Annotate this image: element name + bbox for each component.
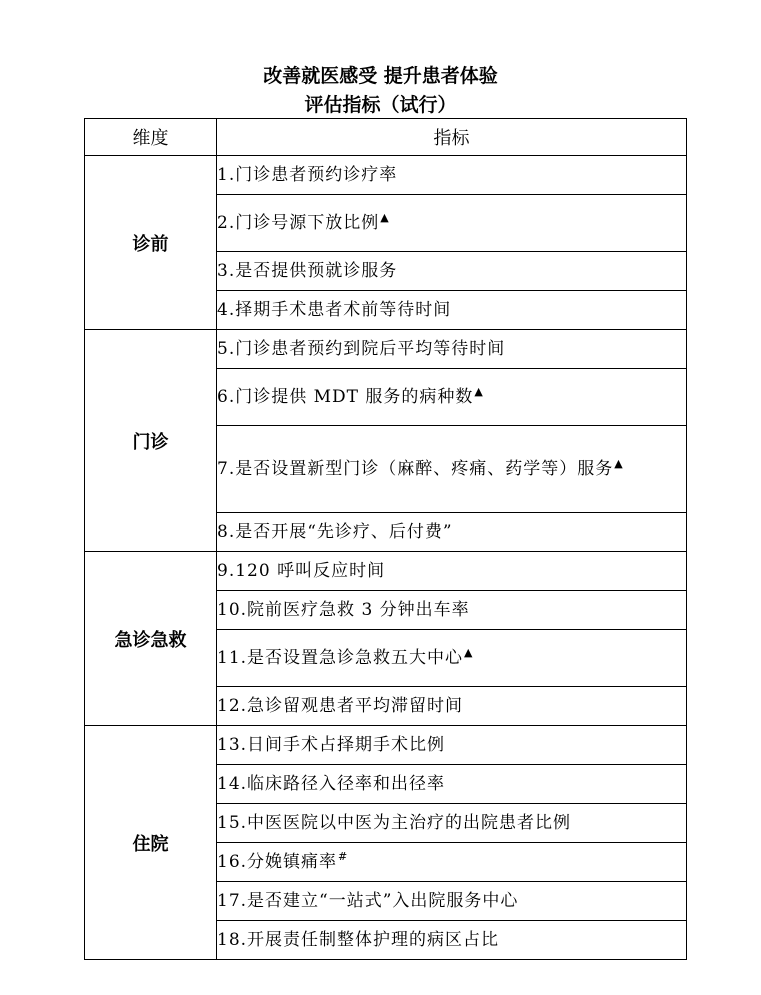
triangle-mark-icon: ▲ [474,385,484,398]
indicator-cell: 10.院前医疗急救 3 分钟出车率 [217,591,687,630]
indicator-cell: 2.门诊号源下放比例▲ [217,195,687,252]
indicator-table [84,118,687,960]
indicator-cell: 6.门诊提供 MDT 服务的病种数▲ [217,369,687,426]
indicator-cell: 4.择期手术患者术前等待时间 [217,291,687,330]
indicator-cell: 8.是否开展“先诊疗、后付费” [217,513,687,552]
triangle-mark-icon: ▲ [464,646,474,659]
indicator-cell: 7.是否设置新型门诊（麻醉、疼痛、药学等）服务▲ [217,426,687,513]
header-dimension: 维度 [85,119,217,156]
dimension-inpatient: 住院 [85,726,217,960]
header-indicator: 指标 [217,119,687,156]
document-title: 改善就医感受 提升患者体验 [263,65,498,87]
dimension-emergency: 急诊急救 [85,552,217,726]
table-row [85,156,687,195]
indicator-cell: 13.日间手术占择期手术比例 [217,726,687,765]
table-row [85,726,687,765]
indicator-cell: 14.临床路径入径率和出径率 [217,765,687,804]
indicator-cell: 16.分娩镇痛率# [217,843,687,882]
hash-mark-icon: # [338,850,349,863]
table-row [85,330,687,369]
indicator-cell: 17.是否建立“一站式”入出院服务中心 [217,882,687,921]
dimension-pre-visit: 诊前 [85,156,217,330]
indicator-cell: 5.门诊患者预约到院后平均等待时间 [217,330,687,369]
indicator-cell: 3.是否提供预就诊服务 [217,252,687,291]
indicator-cell: 12.急诊留观患者平均滞留时间 [217,687,687,726]
triangle-mark-icon: ▲ [380,211,390,224]
document-subtitle: 评估指标（试行） [304,94,457,116]
indicator-cell: 1.门诊患者预约诊疗率 [217,156,687,195]
dimension-outpatient: 门诊 [85,330,217,552]
indicator-cell: 15.中医医院以中医为主治疗的出院患者比例 [217,804,687,843]
indicator-cell: 9.120 呼叫反应时间 [217,552,687,591]
table-header-row [85,119,687,156]
table-row [85,552,687,591]
indicator-cell: 11.是否设置急诊急救五大中心▲ [217,630,687,687]
indicator-cell: 18.开展责任制整体护理的病区占比 [217,921,687,960]
triangle-mark-icon: ▲ [614,457,624,470]
